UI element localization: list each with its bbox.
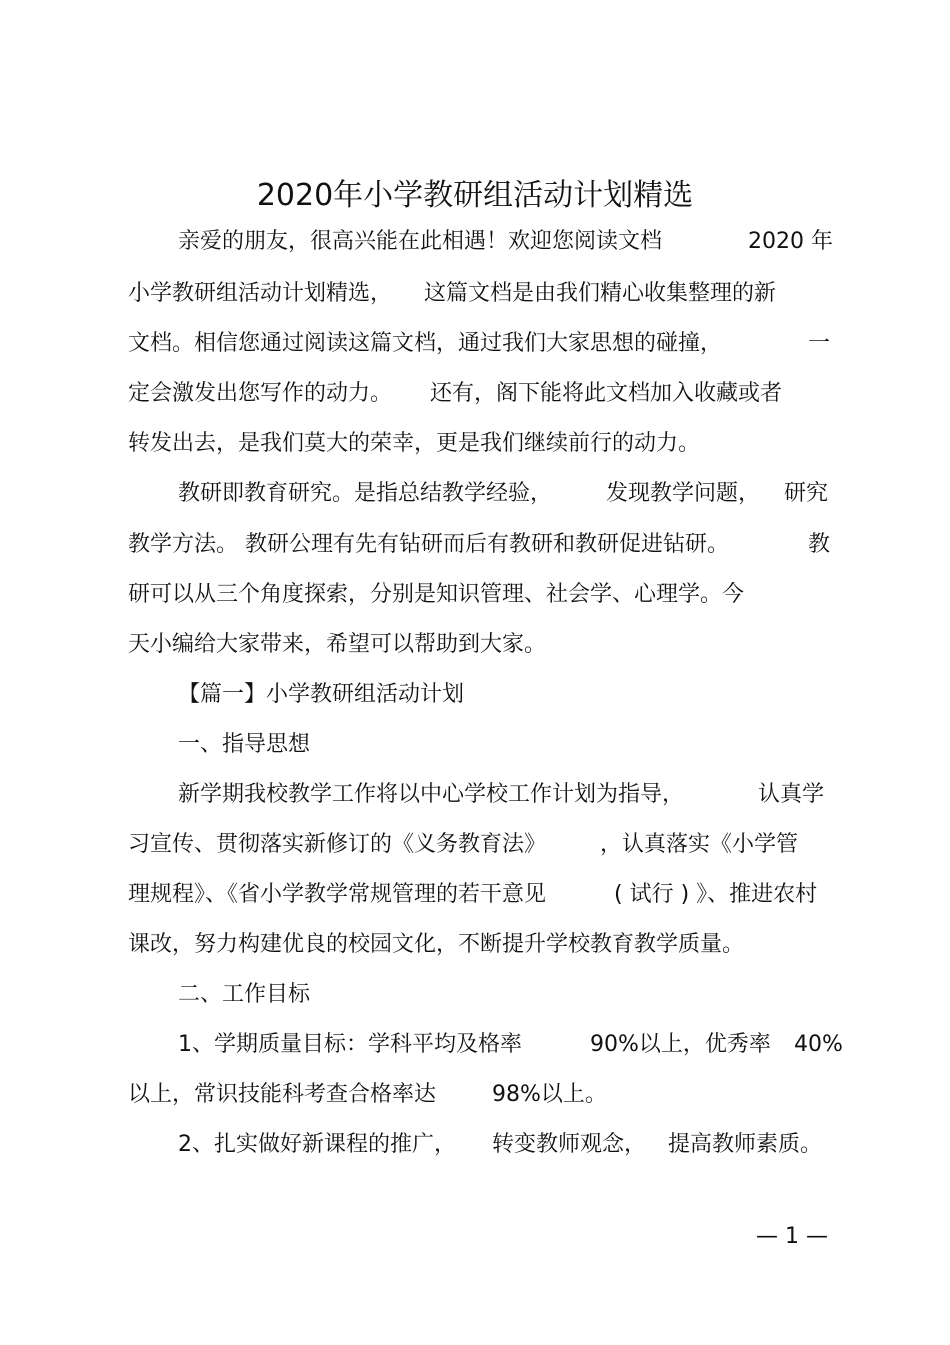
text-segment: 新学期我校教学工作将以中心学校工作计划为指导， [178, 782, 685, 807]
page-number-text: — 1 — [756, 1224, 828, 1249]
body-line [0, 1077, 950, 1113]
section-heading [0, 677, 950, 713]
text-segment: 理规程》、《省小学教学常规管理的若干意见 [128, 882, 547, 907]
text-segment: 还有，阁下能将此文档加入收藏或者 [430, 381, 783, 406]
text-segment: 98%以上。 [492, 1082, 607, 1107]
body-line [0, 577, 950, 613]
body-line [0, 476, 950, 512]
text-segment: 以上，常识技能科考查合格率达 [128, 1082, 437, 1107]
body-line [0, 527, 950, 563]
text-segment: 小学教研组活动计划精选， [128, 281, 393, 306]
text-segment: 亲爱的朋友，很高兴能在此相遇！欢迎您阅读文档 [178, 229, 663, 254]
body-line [0, 1027, 950, 1063]
body-line [0, 376, 950, 412]
text-segment: 定会激发出您写作的动力。 [128, 381, 393, 406]
text-segment: 天小编给大家带来，希望可以帮助到大家。 [128, 632, 547, 657]
text-segment: 2、扎实做好新课程的推广， [178, 1132, 456, 1157]
body-line [0, 426, 950, 462]
page-number [0, 1222, 950, 1252]
text-segment: 90%以上，优秀率 [590, 1032, 771, 1057]
body-line [0, 276, 950, 312]
body-line [0, 1127, 950, 1163]
text-segment: 40% [794, 1032, 843, 1057]
section-heading [0, 727, 950, 763]
text-segment: 这篇文档是由我们精心收集整理的新 [424, 281, 777, 306]
text-segment: 一 [808, 331, 831, 356]
text-segment: 发现教学问题， [606, 481, 761, 506]
document-title: 2020年小学教研组活动计划精选 [256, 178, 694, 213]
body-line [0, 927, 950, 963]
text-segment: ，认真落实《小学管 [600, 832, 799, 857]
body-line [0, 326, 950, 362]
text-segment: ( 试行 ) 》、推进农村 [614, 882, 818, 907]
text-segment: 提高教师素质。 [668, 1132, 823, 1157]
text-segment: 文档。相信您通过阅读这篇文档，通过我们大家思想的碰撞， [128, 331, 723, 356]
text-segment: 转变教师观念， [492, 1132, 647, 1157]
text-segment: 习宣传、贯彻落实新修订的《义务教育法》 [128, 832, 547, 857]
text-segment: 转发出去，是我们莫大的荣幸，更是我们继续前行的动力。 [128, 431, 701, 456]
body-line [0, 224, 950, 260]
text-segment: 【篇一】小学教研组活动计划 [178, 682, 465, 707]
text-segment: 1、学期质量目标：学科平均及格率 [178, 1032, 522, 1057]
text-segment: 研究 [784, 481, 829, 506]
text-segment: 教 [808, 532, 831, 557]
text-segment: 教研即教育研究。是指总结教学经验， [178, 481, 553, 506]
body-line [0, 627, 950, 663]
text-segment: 课改，努力构建优良的校园文化，不断提升学校教育教学质量。 [128, 932, 745, 957]
text-segment: 2020 年 [748, 229, 833, 254]
section-heading [0, 977, 950, 1013]
body-line [0, 877, 950, 913]
text-segment: 认真学 [758, 782, 825, 807]
text-segment: 教学方法。 教研公理有先有钻研而后有教研和教研促进钻研。 [128, 532, 729, 557]
body-line [0, 827, 950, 863]
text-segment: 二、工作目标 [178, 982, 311, 1007]
text-segment: 一、指导思想 [178, 732, 311, 757]
body-line [0, 777, 950, 813]
text-segment: 研可以从三个角度探索，分别是知识管理、社会学、心理学。今 [128, 582, 745, 607]
